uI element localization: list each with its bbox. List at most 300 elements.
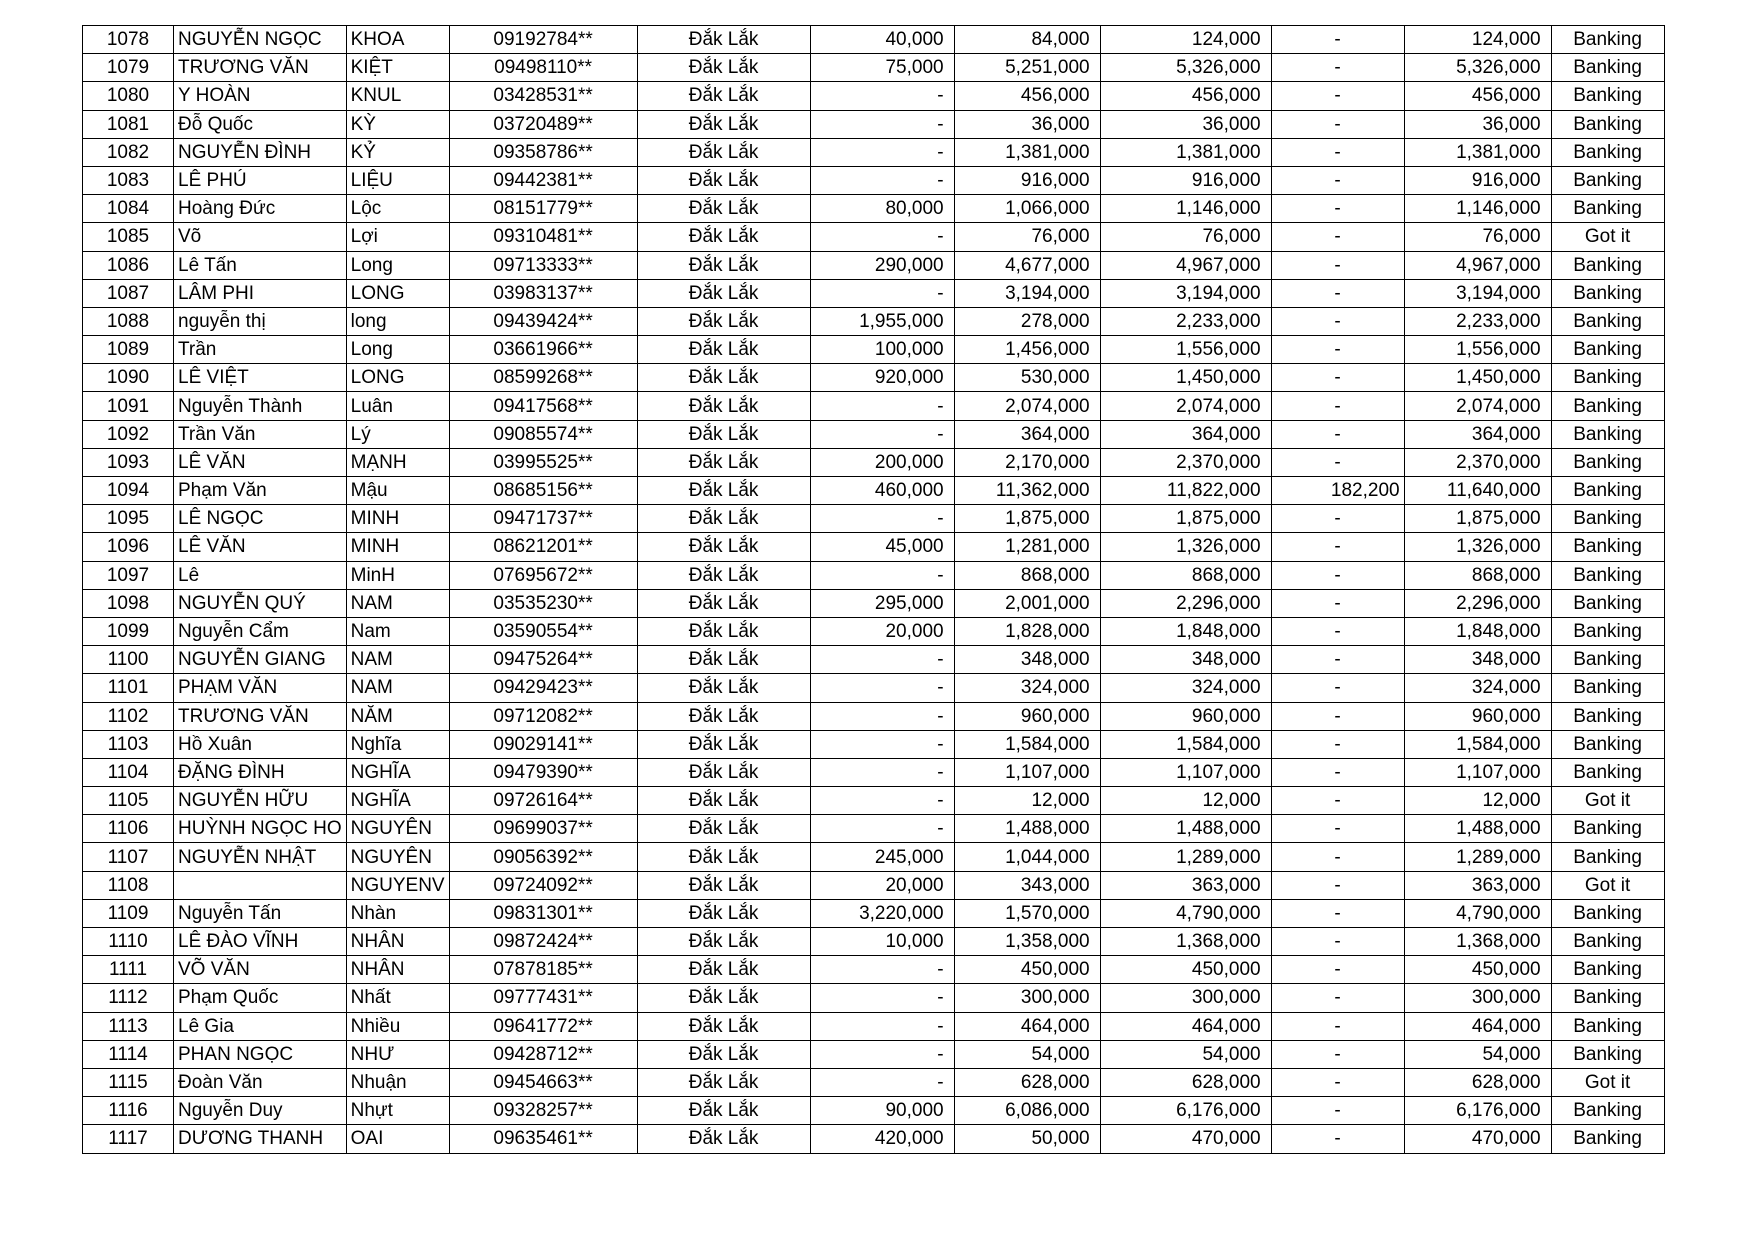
phone-cell: 03661966** xyxy=(449,336,637,364)
total-cell: 1,107,000 xyxy=(1100,758,1271,786)
phone-cell: 09328257** xyxy=(449,1097,637,1125)
table-row xyxy=(83,1097,1665,1125)
deduction-cell: - xyxy=(1271,956,1404,984)
phone-cell: 08151779** xyxy=(449,195,637,223)
province-cell: Đắk Lắk xyxy=(637,589,810,617)
surname-cell: LÊ VIỆT xyxy=(174,364,347,392)
deduction-cell: - xyxy=(1271,307,1404,335)
phone-cell: 09699037** xyxy=(449,815,637,843)
row-number-cell: 1081 xyxy=(83,110,174,138)
phone-cell: 09712082** xyxy=(449,702,637,730)
row-number-cell: 1116 xyxy=(83,1097,174,1125)
table-row xyxy=(83,448,1665,476)
total-cell: 2,370,000 xyxy=(1100,448,1271,476)
deduction-cell: - xyxy=(1271,420,1404,448)
payment-method-cell: Got it xyxy=(1551,223,1664,251)
phone-cell: 08685156** xyxy=(449,477,637,505)
net-amount-cell: 54,000 xyxy=(1404,1040,1551,1068)
table-row xyxy=(83,1125,1665,1153)
deduction-cell: - xyxy=(1271,448,1404,476)
payment-method-cell: Banking xyxy=(1551,815,1664,843)
amount-1-cell: - xyxy=(810,561,954,589)
table-row xyxy=(83,843,1665,871)
amount-2-cell: 300,000 xyxy=(954,984,1100,1012)
given-name-cell: Nam xyxy=(346,617,449,645)
phone-cell: 07878185** xyxy=(449,956,637,984)
surname-cell: Trần xyxy=(174,336,347,364)
amount-1-cell: - xyxy=(810,392,954,420)
deduction-cell: - xyxy=(1271,533,1404,561)
table-row xyxy=(83,336,1665,364)
amount-2-cell: 450,000 xyxy=(954,956,1100,984)
payment-method-cell: Banking xyxy=(1551,420,1664,448)
surname-cell: PHAN NGỌC xyxy=(174,1040,347,1068)
province-cell: Đắk Lắk xyxy=(637,843,810,871)
amount-1-cell: 245,000 xyxy=(810,843,954,871)
given-name-cell: NGUYÊN xyxy=(346,843,449,871)
amount-2-cell: 1,381,000 xyxy=(954,138,1100,166)
table-row xyxy=(83,815,1665,843)
amount-1-cell: - xyxy=(810,1012,954,1040)
row-number-cell: 1086 xyxy=(83,251,174,279)
province-cell: Đắk Lắk xyxy=(637,1040,810,1068)
amount-2-cell: 1,358,000 xyxy=(954,928,1100,956)
deduction-cell: - xyxy=(1271,110,1404,138)
deduction-cell: - xyxy=(1271,561,1404,589)
deduction-cell: - xyxy=(1271,730,1404,758)
province-cell: Đắk Lắk xyxy=(637,956,810,984)
given-name-cell: NAM xyxy=(346,646,449,674)
payment-method-cell: Banking xyxy=(1551,674,1664,702)
net-amount-cell: 1,326,000 xyxy=(1404,533,1551,561)
given-name-cell: KỲ xyxy=(346,110,449,138)
amount-1-cell: - xyxy=(810,956,954,984)
phone-cell: 09471737** xyxy=(449,505,637,533)
net-amount-cell: 456,000 xyxy=(1404,82,1551,110)
amount-1-cell: - xyxy=(810,166,954,194)
phone-cell: 03535230** xyxy=(449,589,637,617)
table-row xyxy=(83,646,1665,674)
total-cell: 5,326,000 xyxy=(1100,54,1271,82)
table-row xyxy=(83,195,1665,223)
amount-1-cell: - xyxy=(810,420,954,448)
payment-method-cell: Banking xyxy=(1551,1040,1664,1068)
deduction-cell: - xyxy=(1271,279,1404,307)
row-number-cell: 1094 xyxy=(83,477,174,505)
phone-cell: 09192784** xyxy=(449,26,637,54)
amount-2-cell: 456,000 xyxy=(954,82,1100,110)
surname-cell: Lê xyxy=(174,561,347,589)
given-name-cell: Long xyxy=(346,251,449,279)
province-cell: Đắk Lắk xyxy=(637,26,810,54)
province-cell: Đắk Lắk xyxy=(637,364,810,392)
row-number-cell: 1089 xyxy=(83,336,174,364)
surname-cell: Hồ Xuân xyxy=(174,730,347,758)
amount-1-cell: 420,000 xyxy=(810,1125,954,1153)
table-row xyxy=(83,251,1665,279)
amount-2-cell: 960,000 xyxy=(954,702,1100,730)
amount-2-cell: 464,000 xyxy=(954,1012,1100,1040)
total-cell: 124,000 xyxy=(1100,26,1271,54)
province-cell: Đắk Lắk xyxy=(637,110,810,138)
amount-1-cell: - xyxy=(810,674,954,702)
net-amount-cell: 2,233,000 xyxy=(1404,307,1551,335)
amount-2-cell: 1,570,000 xyxy=(954,899,1100,927)
row-number-cell: 1111 xyxy=(83,956,174,984)
total-cell: 1,368,000 xyxy=(1100,928,1271,956)
row-number-cell: 1114 xyxy=(83,1040,174,1068)
total-cell: 1,488,000 xyxy=(1100,815,1271,843)
net-amount-cell: 76,000 xyxy=(1404,223,1551,251)
table-row xyxy=(83,1068,1665,1096)
amount-2-cell: 50,000 xyxy=(954,1125,1100,1153)
amount-2-cell: 348,000 xyxy=(954,646,1100,674)
phone-cell: 09442381** xyxy=(449,166,637,194)
payment-method-cell: Banking xyxy=(1551,758,1664,786)
phone-cell: 09310481** xyxy=(449,223,637,251)
amount-2-cell: 324,000 xyxy=(954,674,1100,702)
phone-cell: 09724092** xyxy=(449,871,637,899)
phone-cell: 08599268** xyxy=(449,364,637,392)
surname-cell: Đỗ Quốc xyxy=(174,110,347,138)
amount-1-cell: 80,000 xyxy=(810,195,954,223)
row-number-cell: 1107 xyxy=(83,843,174,871)
province-cell: Đắk Lắk xyxy=(637,617,810,645)
table-row xyxy=(83,279,1665,307)
given-name-cell: Nhựt xyxy=(346,1097,449,1125)
table-row xyxy=(83,787,1665,815)
given-name-cell: NGHĨA xyxy=(346,787,449,815)
phone-cell: 09831301** xyxy=(449,899,637,927)
surname-cell: Phạm Quốc xyxy=(174,984,347,1012)
row-number-cell: 1079 xyxy=(83,54,174,82)
net-amount-cell: 348,000 xyxy=(1404,646,1551,674)
net-amount-cell: 1,556,000 xyxy=(1404,336,1551,364)
net-amount-cell: 1,368,000 xyxy=(1404,928,1551,956)
phone-cell: 09029141** xyxy=(449,730,637,758)
total-cell: 450,000 xyxy=(1100,956,1271,984)
deduction-cell: - xyxy=(1271,251,1404,279)
table-row xyxy=(83,533,1665,561)
payment-method-cell: Banking xyxy=(1551,956,1664,984)
given-name-cell: NHÂN xyxy=(346,928,449,956)
amount-2-cell: 628,000 xyxy=(954,1068,1100,1096)
table-row xyxy=(83,984,1665,1012)
total-cell: 300,000 xyxy=(1100,984,1271,1012)
net-amount-cell: 2,370,000 xyxy=(1404,448,1551,476)
total-cell: 1,875,000 xyxy=(1100,505,1271,533)
given-name-cell: NGUYENV xyxy=(346,871,449,899)
total-cell: 6,176,000 xyxy=(1100,1097,1271,1125)
total-cell: 12,000 xyxy=(1100,787,1271,815)
amount-1-cell: 45,000 xyxy=(810,533,954,561)
total-cell: 868,000 xyxy=(1100,561,1271,589)
amount-2-cell: 1,107,000 xyxy=(954,758,1100,786)
net-amount-cell: 2,074,000 xyxy=(1404,392,1551,420)
row-number-cell: 1087 xyxy=(83,279,174,307)
deduction-cell: - xyxy=(1271,1040,1404,1068)
province-cell: Đắk Lắk xyxy=(637,1012,810,1040)
row-number-cell: 1097 xyxy=(83,561,174,589)
net-amount-cell: 868,000 xyxy=(1404,561,1551,589)
given-name-cell: LIỆU xyxy=(346,166,449,194)
total-cell: 11,822,000 xyxy=(1100,477,1271,505)
net-amount-cell: 6,176,000 xyxy=(1404,1097,1551,1125)
deduction-cell: - xyxy=(1271,195,1404,223)
net-amount-cell: 3,194,000 xyxy=(1404,279,1551,307)
net-amount-cell: 300,000 xyxy=(1404,984,1551,1012)
amount-1-cell: - xyxy=(810,815,954,843)
given-name-cell: NGUYÊN xyxy=(346,815,449,843)
row-number-cell: 1084 xyxy=(83,195,174,223)
total-cell: 1,584,000 xyxy=(1100,730,1271,758)
payment-method-cell: Got it xyxy=(1551,1068,1664,1096)
total-cell: 464,000 xyxy=(1100,1012,1271,1040)
given-name-cell: Nhuận xyxy=(346,1068,449,1096)
surname-cell: Trần Văn xyxy=(174,420,347,448)
total-cell: 1,848,000 xyxy=(1100,617,1271,645)
amount-2-cell: 1,044,000 xyxy=(954,843,1100,871)
deduction-cell: - xyxy=(1271,26,1404,54)
amount-1-cell: 100,000 xyxy=(810,336,954,364)
net-amount-cell: 470,000 xyxy=(1404,1125,1551,1153)
payment-method-cell: Banking xyxy=(1551,561,1664,589)
amount-1-cell: - xyxy=(810,1040,954,1068)
table-row xyxy=(83,392,1665,420)
amount-2-cell: 1,828,000 xyxy=(954,617,1100,645)
table-row xyxy=(83,505,1665,533)
deduction-cell: - xyxy=(1271,787,1404,815)
deduction-cell: - xyxy=(1271,815,1404,843)
surname-cell: Y HOÀN xyxy=(174,82,347,110)
phone-cell: 09498110** xyxy=(449,54,637,82)
net-amount-cell: 960,000 xyxy=(1404,702,1551,730)
phone-cell: 09429423** xyxy=(449,674,637,702)
province-cell: Đắk Lắk xyxy=(637,702,810,730)
total-cell: 363,000 xyxy=(1100,871,1271,899)
given-name-cell: MINH xyxy=(346,505,449,533)
amount-2-cell: 84,000 xyxy=(954,26,1100,54)
phone-cell: 09454663** xyxy=(449,1068,637,1096)
phone-cell: 09085574** xyxy=(449,420,637,448)
payment-method-cell: Banking xyxy=(1551,505,1664,533)
payment-method-cell: Banking xyxy=(1551,928,1664,956)
given-name-cell: KỶ xyxy=(346,138,449,166)
province-cell: Đắk Lắk xyxy=(637,1125,810,1153)
total-cell: 348,000 xyxy=(1100,646,1271,674)
deduction-cell: - xyxy=(1271,82,1404,110)
row-number-cell: 1099 xyxy=(83,617,174,645)
province-cell: Đắk Lắk xyxy=(637,730,810,758)
net-amount-cell: 1,107,000 xyxy=(1404,758,1551,786)
table-row xyxy=(83,54,1665,82)
amount-1-cell: 1,955,000 xyxy=(810,307,954,335)
table-row xyxy=(83,166,1665,194)
amount-2-cell: 2,074,000 xyxy=(954,392,1100,420)
surname-cell: NGUYỄN NHẬT xyxy=(174,843,347,871)
given-name-cell: NHƯ xyxy=(346,1040,449,1068)
payment-method-cell: Banking xyxy=(1551,1012,1664,1040)
amount-2-cell: 4,677,000 xyxy=(954,251,1100,279)
total-cell: 364,000 xyxy=(1100,420,1271,448)
surname-cell: nguyễn thị xyxy=(174,307,347,335)
given-name-cell: KIỆT xyxy=(346,54,449,82)
given-name-cell: Lộc xyxy=(346,195,449,223)
surname-cell: Đoàn Văn xyxy=(174,1068,347,1096)
amount-1-cell: - xyxy=(810,758,954,786)
deduction-cell: - xyxy=(1271,589,1404,617)
province-cell: Đắk Lắk xyxy=(637,871,810,899)
net-amount-cell: 4,790,000 xyxy=(1404,899,1551,927)
phone-cell: 09641772** xyxy=(449,1012,637,1040)
row-number-cell: 1108 xyxy=(83,871,174,899)
deduction-cell: - xyxy=(1271,392,1404,420)
deduction-cell: 182,200 xyxy=(1271,477,1404,505)
deduction-cell: - xyxy=(1271,843,1404,871)
amount-1-cell: - xyxy=(810,82,954,110)
phone-cell: 07695672** xyxy=(449,561,637,589)
amount-2-cell: 2,170,000 xyxy=(954,448,1100,476)
amount-1-cell: 295,000 xyxy=(810,589,954,617)
payment-method-cell: Banking xyxy=(1551,251,1664,279)
table-row xyxy=(83,1012,1665,1040)
amount-1-cell: - xyxy=(810,702,954,730)
payment-method-cell: Banking xyxy=(1551,589,1664,617)
phone-cell: 03590554** xyxy=(449,617,637,645)
payment-method-cell: Banking xyxy=(1551,364,1664,392)
payout-table xyxy=(82,25,1665,1154)
payment-method-cell: Banking xyxy=(1551,617,1664,645)
phone-cell: 09872424** xyxy=(449,928,637,956)
net-amount-cell: 1,289,000 xyxy=(1404,843,1551,871)
amount-1-cell: - xyxy=(810,505,954,533)
deduction-cell: - xyxy=(1271,702,1404,730)
total-cell: 628,000 xyxy=(1100,1068,1271,1096)
payment-method-cell: Banking xyxy=(1551,702,1664,730)
surname-cell: Lê Gia xyxy=(174,1012,347,1040)
amount-1-cell: - xyxy=(810,223,954,251)
given-name-cell: MinH xyxy=(346,561,449,589)
table-row xyxy=(83,138,1665,166)
payment-method-cell: Banking xyxy=(1551,843,1664,871)
total-cell: 2,296,000 xyxy=(1100,589,1271,617)
surname-cell: Võ xyxy=(174,223,347,251)
deduction-cell: - xyxy=(1271,223,1404,251)
given-name-cell: long xyxy=(346,307,449,335)
amount-1-cell: 3,220,000 xyxy=(810,899,954,927)
payment-method-cell: Banking xyxy=(1551,307,1664,335)
given-name-cell: Nhàn xyxy=(346,899,449,927)
net-amount-cell: 5,326,000 xyxy=(1404,54,1551,82)
total-cell: 960,000 xyxy=(1100,702,1271,730)
deduction-cell: - xyxy=(1271,336,1404,364)
province-cell: Đắk Lắk xyxy=(637,477,810,505)
deduction-cell: - xyxy=(1271,166,1404,194)
total-cell: 2,074,000 xyxy=(1100,392,1271,420)
net-amount-cell: 1,584,000 xyxy=(1404,730,1551,758)
total-cell: 4,790,000 xyxy=(1100,899,1271,927)
surname-cell: Lê Tấn xyxy=(174,251,347,279)
amount-2-cell: 1,488,000 xyxy=(954,815,1100,843)
phone-cell: 09479390** xyxy=(449,758,637,786)
province-cell: Đắk Lắk xyxy=(637,82,810,110)
province-cell: Đắk Lắk xyxy=(637,758,810,786)
surname-cell: Nguyễn Thành xyxy=(174,392,347,420)
province-cell: Đắk Lắk xyxy=(637,166,810,194)
amount-2-cell: 54,000 xyxy=(954,1040,1100,1068)
given-name-cell: Long xyxy=(346,336,449,364)
given-name-cell: Nhất xyxy=(346,984,449,1012)
table-row xyxy=(83,674,1665,702)
row-number-cell: 1085 xyxy=(83,223,174,251)
net-amount-cell: 1,381,000 xyxy=(1404,138,1551,166)
given-name-cell: LONG xyxy=(346,279,449,307)
given-name-cell: Luân xyxy=(346,392,449,420)
net-amount-cell: 324,000 xyxy=(1404,674,1551,702)
amount-2-cell: 1,456,000 xyxy=(954,336,1100,364)
amount-1-cell: - xyxy=(810,646,954,674)
row-number-cell: 1096 xyxy=(83,533,174,561)
table-row xyxy=(83,758,1665,786)
net-amount-cell: 124,000 xyxy=(1404,26,1551,54)
deduction-cell: - xyxy=(1271,899,1404,927)
province-cell: Đắk Lắk xyxy=(637,928,810,956)
total-cell: 1,289,000 xyxy=(1100,843,1271,871)
amount-2-cell: 1,875,000 xyxy=(954,505,1100,533)
given-name-cell: Lý xyxy=(346,420,449,448)
table-row xyxy=(83,420,1665,448)
amount-1-cell: - xyxy=(810,138,954,166)
net-amount-cell: 12,000 xyxy=(1404,787,1551,815)
deduction-cell: - xyxy=(1271,138,1404,166)
given-name-cell: Mậu xyxy=(346,477,449,505)
total-cell: 324,000 xyxy=(1100,674,1271,702)
deduction-cell: - xyxy=(1271,1097,1404,1125)
amount-1-cell: - xyxy=(810,1068,954,1096)
surname-cell: LÊ VĂN xyxy=(174,448,347,476)
province-cell: Đắk Lắk xyxy=(637,984,810,1012)
surname-cell: TRƯƠNG VĂN xyxy=(174,702,347,730)
amount-2-cell: 6,086,000 xyxy=(954,1097,1100,1125)
amount-2-cell: 364,000 xyxy=(954,420,1100,448)
row-number-cell: 1109 xyxy=(83,899,174,927)
surname-cell: Nguyễn Duy xyxy=(174,1097,347,1125)
given-name-cell: Lợi xyxy=(346,223,449,251)
total-cell: 3,194,000 xyxy=(1100,279,1271,307)
table-row xyxy=(83,364,1665,392)
amount-1-cell: 20,000 xyxy=(810,871,954,899)
surname-cell: LÊ ĐÀO VĨNH xyxy=(174,928,347,956)
deduction-cell: - xyxy=(1271,928,1404,956)
surname-cell: VÕ VĂN xyxy=(174,956,347,984)
province-cell: Đắk Lắk xyxy=(637,1068,810,1096)
surname-cell: DƯƠNG THANH xyxy=(174,1125,347,1153)
province-cell: Đắk Lắk xyxy=(637,505,810,533)
payment-method-cell: Banking xyxy=(1551,730,1664,758)
surname-cell: NGUYỄN NGỌC xyxy=(174,26,347,54)
province-cell: Đắk Lắk xyxy=(637,195,810,223)
row-number-cell: 1115 xyxy=(83,1068,174,1096)
net-amount-cell: 1,488,000 xyxy=(1404,815,1551,843)
amount-1-cell: - xyxy=(810,110,954,138)
amount-2-cell: 36,000 xyxy=(954,110,1100,138)
payment-method-cell: Banking xyxy=(1551,477,1664,505)
table-row xyxy=(83,82,1665,110)
province-cell: Đắk Lắk xyxy=(637,420,810,448)
phone-cell: 09417568** xyxy=(449,392,637,420)
given-name-cell: OAI xyxy=(346,1125,449,1153)
amount-2-cell: 343,000 xyxy=(954,871,1100,899)
